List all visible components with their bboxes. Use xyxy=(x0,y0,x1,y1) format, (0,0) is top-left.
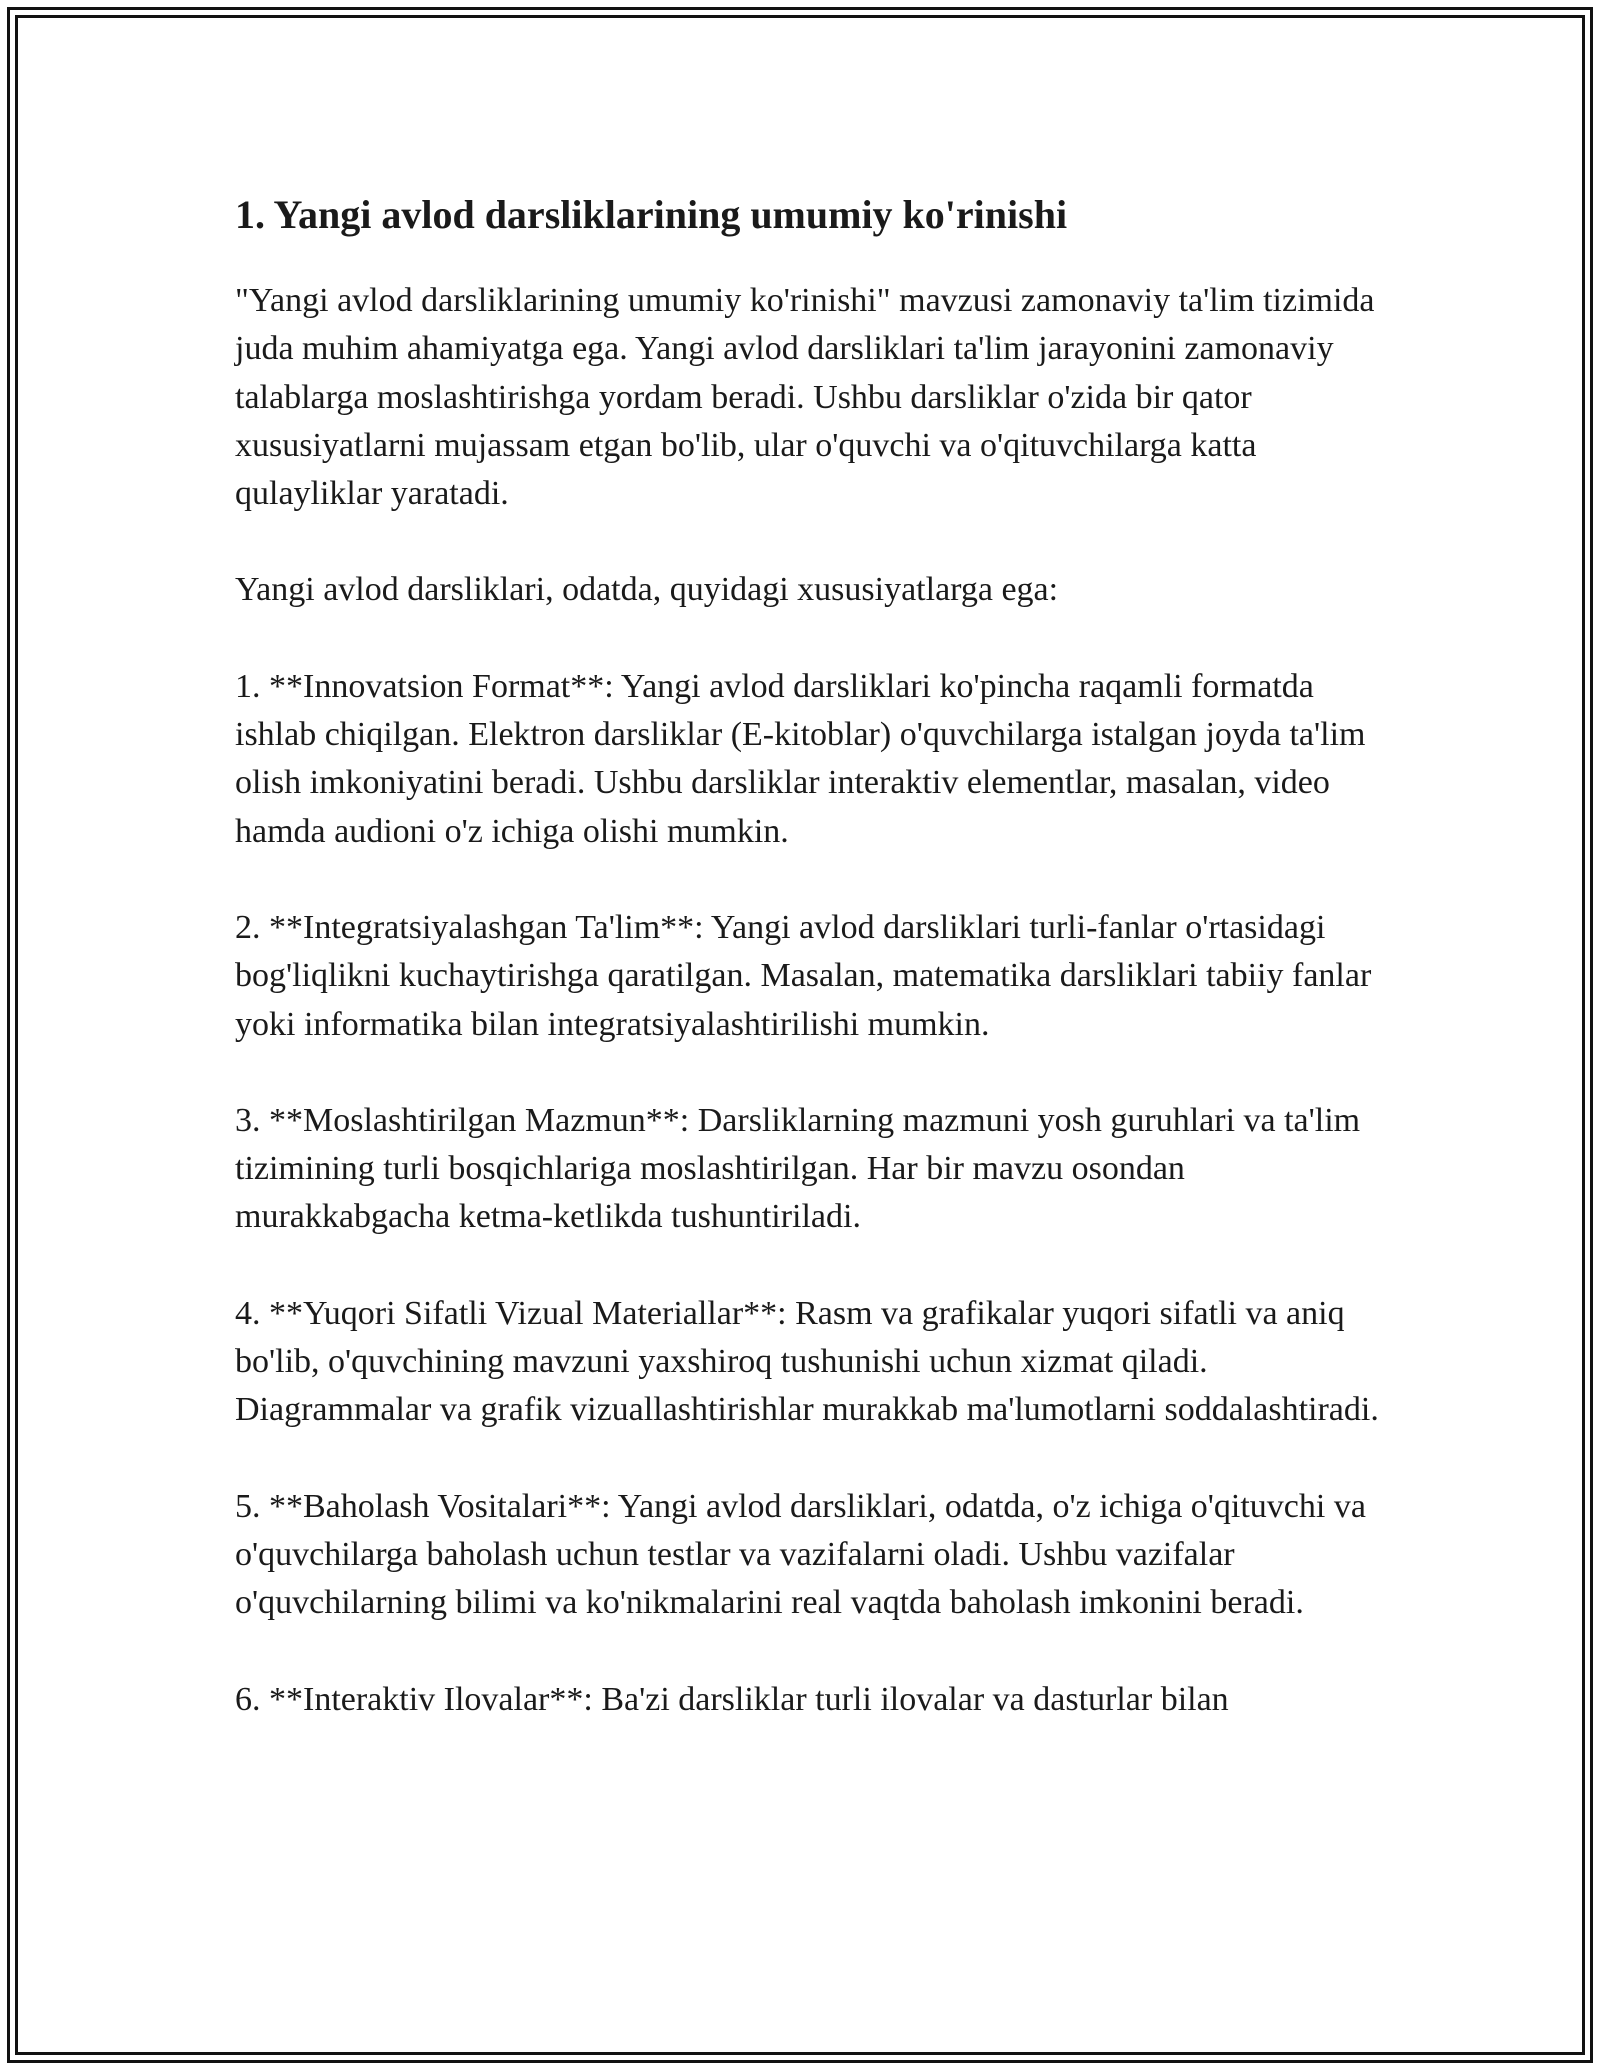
intro-paragraph: "Yangi avlod darsliklarining umumiy ko'rinishi" mavzusi zamonaviy ta'lim tizimida juda muhim ahamiyatga ega. Yangi avlod darsliklari ta'lim jarayonini zamonaviy talablarga moslashtirishga yordam beradi. Ushbu darsliklar o'zida bir qator xususiyatlarni mujassam etgan bo'lib, ular o'quvchi va o'qituvchilarga katta qulayliklar yaratadi. xyxy=(235,282,1375,513)
feature-item-adapted-content: 3. **Moslashtirilgan Mazmun**: Darsliklarning mazmuni yosh guruhlari va ta'lim tizimining turli bosqichlariga moslashtirilgan. Har bir mavzu osondan murakkabgacha ketma-ketlikda tushuntiriladi. xyxy=(235,1101,1361,1236)
feature-item-assessment-tools: 5. **Baholash Vositalari**: Yangi avlod darsliklari, odatda, o'z ichiga o'qituvchi va o'quvchilarga baholash uchun testlar va vazifalarni oladi. Ushbu vazifalar o'quvchilarning bilimi va ko'nikmalarini real vaqtda baholash imkonini beradi. xyxy=(235,1487,1366,1622)
feature-item-interactive-apps: 6. **Interaktiv Ilovalar**: Ba'zi darsliklar turli ilovalar va dasturlar bilan xyxy=(235,1680,1229,1718)
feature-item-innovative-format: 1. **Innovatsion Format**: Yangi avlod darsliklari ko'pincha raqamli formatda ishlab chiqilgan. Elektron darsliklar (E-kitoblar) o'quvchilarga istalgan joyda ta'lim olish imkoniyatini beradi. Ushbu darsliklar interaktiv elementlar, masalan, video hamda audioni o'z ichiga olishi mumkin. xyxy=(235,667,1366,850)
section-heading: 1. Yangi avlod darsliklarining umumiy ko'rinishi xyxy=(235,192,1068,237)
feature-item-integrated-learning: 2. **Integratsiyalashgan Ta'lim**: Yangi avlod darsliklari turli-fanlar o'rtasidagi bog'liqlikni kuchaytirishga qaratilgan. Masalan, matematika darsliklari tabiiy fanlar yoki informatika bilan integratsiyalashtirilishi mumkin. xyxy=(235,908,1372,1043)
document-page xyxy=(235,185,1395,1724)
features-lead-paragraph: Yangi avlod darsliklari, odatda, quyidagi xususiyatlarga ega: xyxy=(235,571,1059,609)
feature-item-visual-materials: 4. **Yuqori Sifatli Vizual Materiallar**: Rasm va grafikalar yuqori sifatli va aniq bo'lib, o'quvchining mavzuni yaxshiroq tushunishi uchun xizmat qiladi. Diagrammalar va grafik vizuallashtirishlar murakkab ma'lumotlarni soddalashtiradi. xyxy=(235,1294,1379,1429)
